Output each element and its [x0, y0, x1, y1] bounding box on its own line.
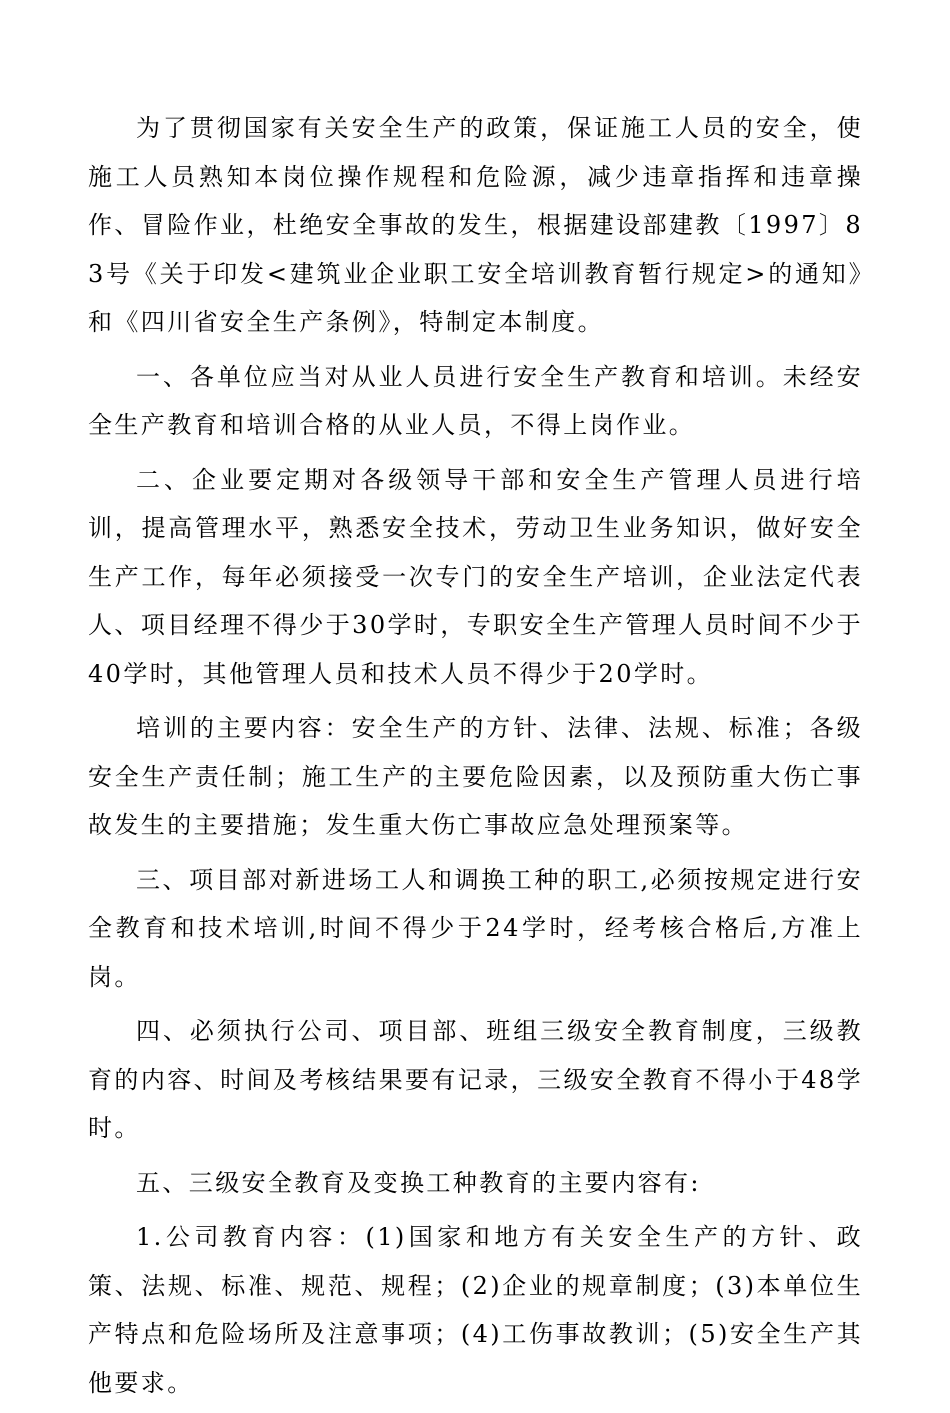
paragraph-item-3: 三、项目部对新进场工人和调换工种的职工,必须按规定进行安全教育和技术培训,时间不得少于24学时，经考核合格后,方准上岗。: [88, 865, 863, 991]
paragraph-item-2: 二、企业要定期对各级领导干部和安全生产管理人员进行培训，提高管理水平，熟悉安全技术，劳动卫生业务知识，做好安全生产工作，每年必须接受一次专门的安全生产培训，企业法定代表人、项目经理不得少于30学时，专职安全生产管理人员时间不少于40学时，其他管理人员和技术人员不得少于20学时。: [88, 465, 863, 688]
paragraph-item-1: 一、各单位应当对从业人员进行安全生产教育和培训。未经安全生产教育和培训合格的从业人员，不得上岗作业。: [88, 362, 863, 439]
paragraph-intro: 为了贯彻国家有关安全生产的政策，保证施工人员的安全，使施工人员熟知本岗位操作规程和危险源，减少违章指挥和违章操作、冒险作业，杜绝安全事故的发生，根据建设部建教〔1997〕83号《关于印发<建筑业企业职工安全培训教育暂行规定>的通知》和《四川省安全生产条例》，特制定本制度。: [88, 114, 863, 336]
document-body: [88, 104, 863, 1413]
paragraph-item-5: 五、三级安全教育及变换工种教育的主要内容有:: [136, 1168, 701, 1197]
paragraph-training-content: 培训的主要内容：安全生产的方针、法律、法规、标准；各级安全生产责任制；施工生产的主要危险因素，以及预防重大伤亡事故发生的主要措施；发生重大伤亡事故应急处理预案等。: [88, 714, 863, 839]
paragraph-item-5-1: 1.公司教育内容：(1)国家和地方有关安全生产的方针、政策、法规、标准、规范、规程；(2)企业的规章制度；(3)本单位生产特点和危险场所及注意事项；(4)工伤事故教训；(5)安全生产其他要求。: [88, 1223, 863, 1397]
paragraph-item-4: 四、必须执行公司、项目部、班组三级安全教育制度，三级教育的内容、时间及考核结果要有记录，三级安全教育不得小于48学时。: [88, 1017, 863, 1142]
